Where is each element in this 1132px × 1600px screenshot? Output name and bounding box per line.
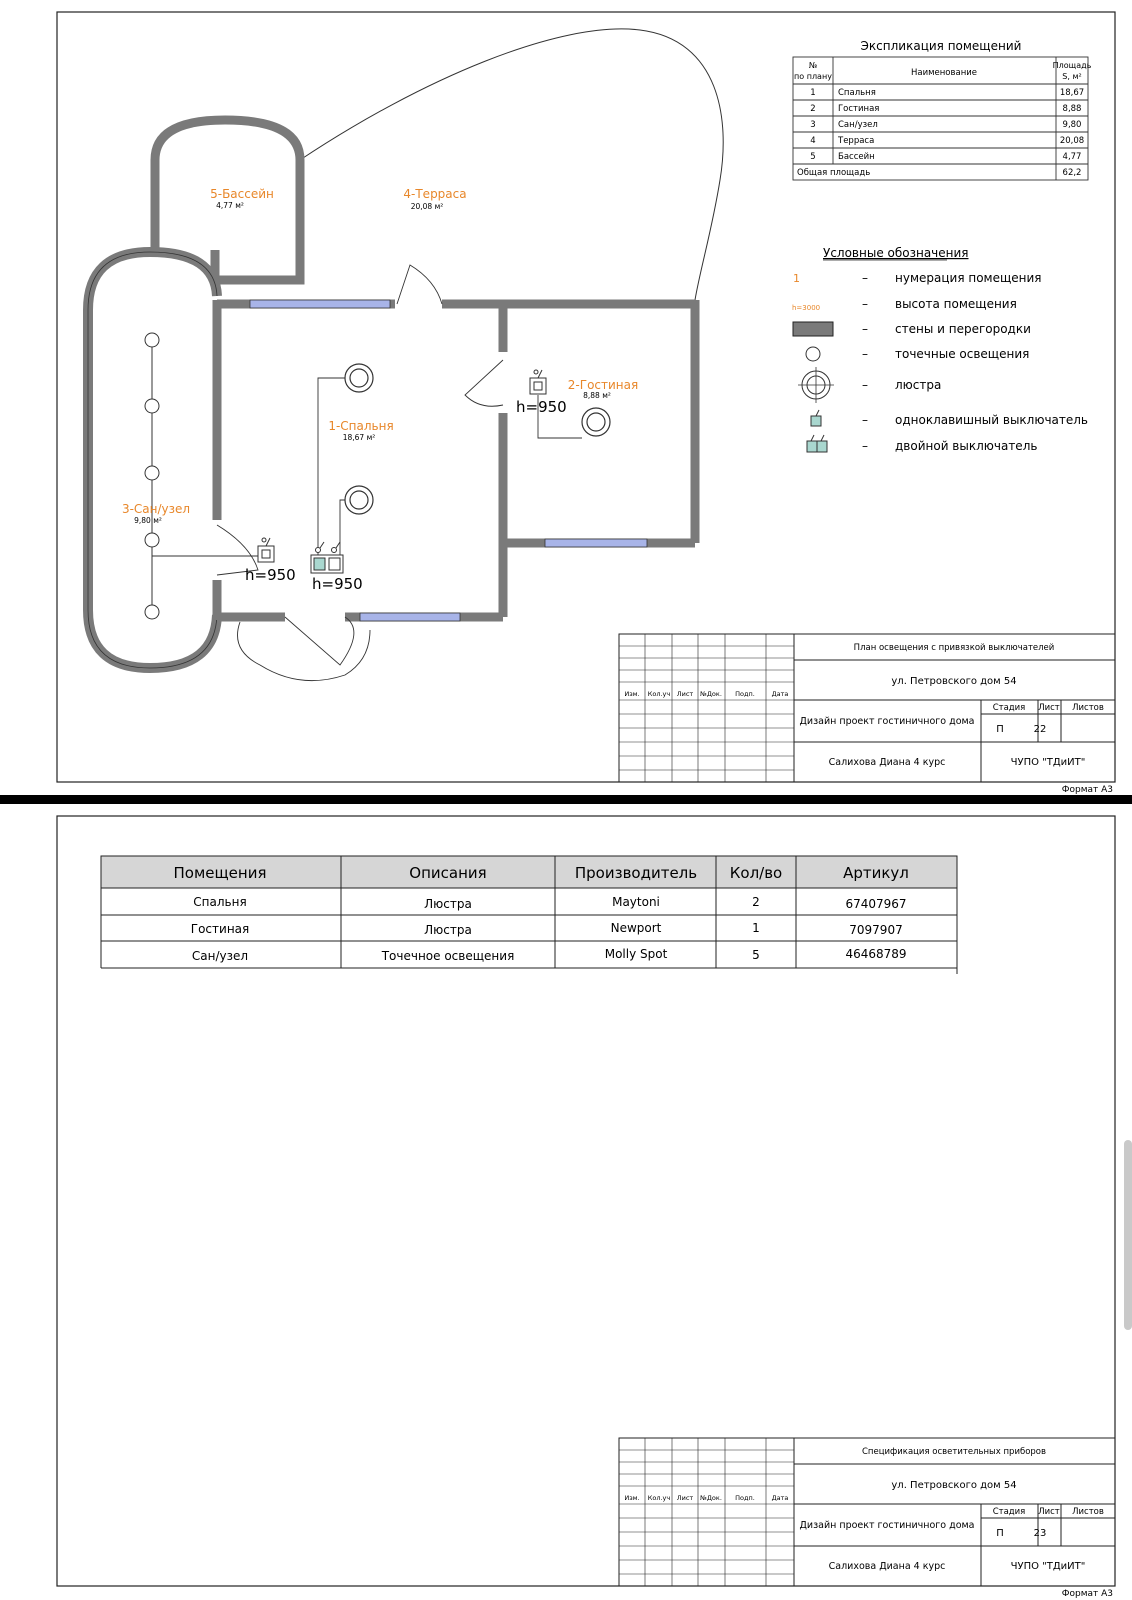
legend-title: Условные обозначения <box>823 246 969 260</box>
exp-row-name: Гостиная <box>838 104 880 114</box>
sheet-specification <box>0 804 1132 1600</box>
exp-row-area: 20,08 <box>1059 136 1085 146</box>
exp-row-num: 2 <box>810 104 816 114</box>
spec-table <box>101 856 957 974</box>
exp-row-name: Терраса <box>838 136 875 146</box>
spec-header-room: Помещения <box>173 864 267 882</box>
exp-row-area: 9,80 <box>1062 120 1082 130</box>
exp-row-name: Сан/узел <box>838 120 878 130</box>
stamp-project: Дизайн проект гостиничного дома <box>799 716 975 727</box>
windows <box>250 300 647 621</box>
bathroom-spots <box>145 333 159 619</box>
lighting-plan-drawing <box>0 0 1132 795</box>
stamp-address: ул. Петровского дом 54 <box>891 1480 1017 1491</box>
chandelier-living <box>582 408 610 436</box>
spec-cell: 7097907 <box>849 923 903 937</box>
legend-label-height: высота помещения <box>895 297 1017 311</box>
height-mark-bedroom: h=950 <box>312 575 363 593</box>
legend-switch-double-icon <box>807 435 827 452</box>
legend-symbol-height: h=3000 <box>792 304 821 312</box>
stamp-col: Дата <box>771 690 789 698</box>
stamp-col: Изм. <box>624 1494 640 1502</box>
room-area-pool: 4,77 м² <box>216 201 244 210</box>
stamp-org: ЧУПО "ТДиИТ" <box>1010 1561 1086 1572</box>
format-label: Формат А3 <box>1061 785 1113 795</box>
col-area-2: S, м² <box>1062 72 1082 81</box>
stamp-col: Подп. <box>735 690 755 698</box>
stamp-col: №Док. <box>700 690 722 698</box>
stamp-col: Лист <box>676 1494 694 1502</box>
spec-cell: Maytoni <box>612 895 660 909</box>
spot-light-4 <box>145 533 159 547</box>
legend-label-spots: точечные освещения <box>895 347 1030 361</box>
col-num: № <box>808 61 818 70</box>
legend-spot-icon <box>806 347 820 361</box>
spec-cell: Люстра <box>424 897 472 911</box>
specification-drawing <box>0 804 1132 1600</box>
spec-cell: 1 <box>752 921 760 935</box>
stamp-address: ул. Петровского дом 54 <box>891 676 1017 687</box>
room-label-terrace: 4-Терраса <box>403 187 467 201</box>
legend-label-walls: стены и перегородки <box>895 322 1031 336</box>
stamp-col: №Док. <box>700 1494 722 1502</box>
switch-single-living <box>530 370 546 394</box>
spec-cell: Спальня <box>193 895 247 909</box>
spot-light-5 <box>145 605 159 619</box>
room-area-terrace: 20,08 м² <box>410 202 444 211</box>
legend-label-switch-double: двойной выключатель <box>895 439 1038 453</box>
sheet-lighting-plan <box>0 0 1132 795</box>
spec-header-quantity: Кол/во <box>729 864 783 882</box>
title-block <box>619 1438 1115 1599</box>
legend-dash: – <box>862 378 868 392</box>
legend-dash: – <box>862 297 868 311</box>
stamp-col: Изм. <box>624 690 640 698</box>
exp-row-area: 18,67 <box>1059 88 1085 98</box>
legend-label-numbering: нумерация помещения <box>895 271 1042 285</box>
stamp-org: ЧУПО "ТДиИТ" <box>1010 757 1086 768</box>
legend-wall-icon <box>793 322 833 336</box>
spec-cell: 2 <box>752 895 760 909</box>
room-area-living: 8,88 м² <box>583 391 611 400</box>
stamp-sheet: 22 <box>1033 724 1047 735</box>
spec-cell: Сан/узел <box>191 949 249 963</box>
exp-row-name: Спальня <box>838 88 876 98</box>
stamp-col: Лист <box>676 690 694 698</box>
spec-cell: Newport <box>610 921 662 935</box>
room-label-pool: 5-Бассейн <box>210 187 274 201</box>
switch-single-bathroom <box>258 538 274 562</box>
legend-dash: – <box>862 322 868 336</box>
chandelier-bedroom-1 <box>345 364 373 392</box>
exp-total-value: 62,2 <box>1062 168 1082 178</box>
stamp-author: Салихова Диана 4 курс <box>828 1561 946 1572</box>
switch-double-bedroom <box>311 542 343 573</box>
spot-light-1 <box>145 333 159 347</box>
exp-row-area: 4,77 <box>1062 152 1082 162</box>
spec-cell: Точечное освещения <box>381 949 515 963</box>
exp-row-num: 5 <box>810 152 816 162</box>
legend-dash: – <box>862 271 868 285</box>
room-label-bedroom: 1-Спальня <box>328 419 394 433</box>
title-block <box>619 634 1115 795</box>
room-label-living: 2-Гостиная <box>567 378 639 392</box>
stamp-project: Дизайн проект гостиничного дома <box>799 1520 975 1531</box>
exp-total-label: Общая площадь <box>797 168 871 178</box>
legend-label-chandelier: люстра <box>895 378 942 392</box>
stamp-author: Салихова Диана 4 курс <box>828 757 946 768</box>
spec-cell: 46468789 <box>845 947 907 961</box>
stamp-title: Спецификация осветительных приборов <box>861 1447 1047 1457</box>
stamp-stage-label: Стадия <box>992 703 1026 713</box>
stamp-sheet-label: Лист <box>1038 1507 1060 1517</box>
spot-light-2 <box>145 399 159 413</box>
stamp-stage: П <box>996 1528 1004 1539</box>
stamp-col: Дата <box>771 1494 789 1502</box>
spec-header-article: Артикул <box>843 864 909 882</box>
legend-switch-single-icon <box>811 410 821 426</box>
exp-row-area: 8,88 <box>1062 104 1082 114</box>
spec-cell: Люстра <box>424 923 472 937</box>
stamp-sheets-label: Листов <box>1072 703 1104 713</box>
height-mark-living: h=950 <box>516 398 567 416</box>
legend-label-switch-single: одноклавишный выключатель <box>895 413 1089 427</box>
exp-row-num: 1 <box>810 88 816 98</box>
legend <box>792 246 1088 453</box>
legend-chandelier-icon <box>798 367 834 403</box>
exp-row-num: 3 <box>810 120 816 130</box>
legend-symbol-number: 1 <box>793 272 800 285</box>
stamp-col: Кол.уч <box>647 690 671 698</box>
stamp-title: План освещения с привязкой выключателей <box>853 643 1055 653</box>
stamp-stage: П <box>996 724 1004 735</box>
room-area-bedroom: 18,67 м² <box>342 433 376 442</box>
spec-cell: 67407967 <box>845 897 907 911</box>
stamp-sheet-label: Лист <box>1038 703 1060 713</box>
col-num-2: по плану <box>794 72 832 81</box>
explication-table <box>793 39 1092 180</box>
col-area: Площадь <box>1052 61 1092 70</box>
spec-cell: Molly Spot <box>604 947 668 961</box>
col-name: Наименование <box>910 68 978 78</box>
room-area-bathroom: 9,80 м² <box>134 516 162 525</box>
legend-dash: – <box>862 347 868 361</box>
room-labels <box>122 187 638 593</box>
stamp-col: Кол.уч <box>647 1494 671 1502</box>
room-label-bathroom: 3-Сан/узел <box>121 502 191 516</box>
stamp-stage-label: Стадия <box>992 1507 1026 1517</box>
stamp-sheet: 23 <box>1033 1528 1047 1539</box>
spec-header-manufacturer: Производитель <box>574 864 698 882</box>
terrace-outline <box>300 29 723 300</box>
spec-header-description: Описания <box>409 864 487 882</box>
height-mark-bathroom: h=950 <box>245 566 296 584</box>
exp-row-num: 4 <box>810 136 816 146</box>
spec-cell: Гостиная <box>190 922 250 936</box>
scrollbar-thumb[interactable] <box>1124 1140 1132 1330</box>
legend-dash: – <box>862 413 868 427</box>
explication-title: Экспликация помещений <box>860 39 1022 53</box>
exp-row-name: Бассейн <box>838 152 875 162</box>
stamp-sheets-label: Листов <box>1072 1507 1104 1517</box>
spot-light-3 <box>145 466 159 480</box>
stamp-col: Подп. <box>735 1494 755 1502</box>
spec-cell: 5 <box>752 948 760 962</box>
chandelier-bedroom-2 <box>345 486 373 514</box>
legend-dash: – <box>862 439 868 453</box>
format-label: Формат А3 <box>1061 1589 1113 1599</box>
